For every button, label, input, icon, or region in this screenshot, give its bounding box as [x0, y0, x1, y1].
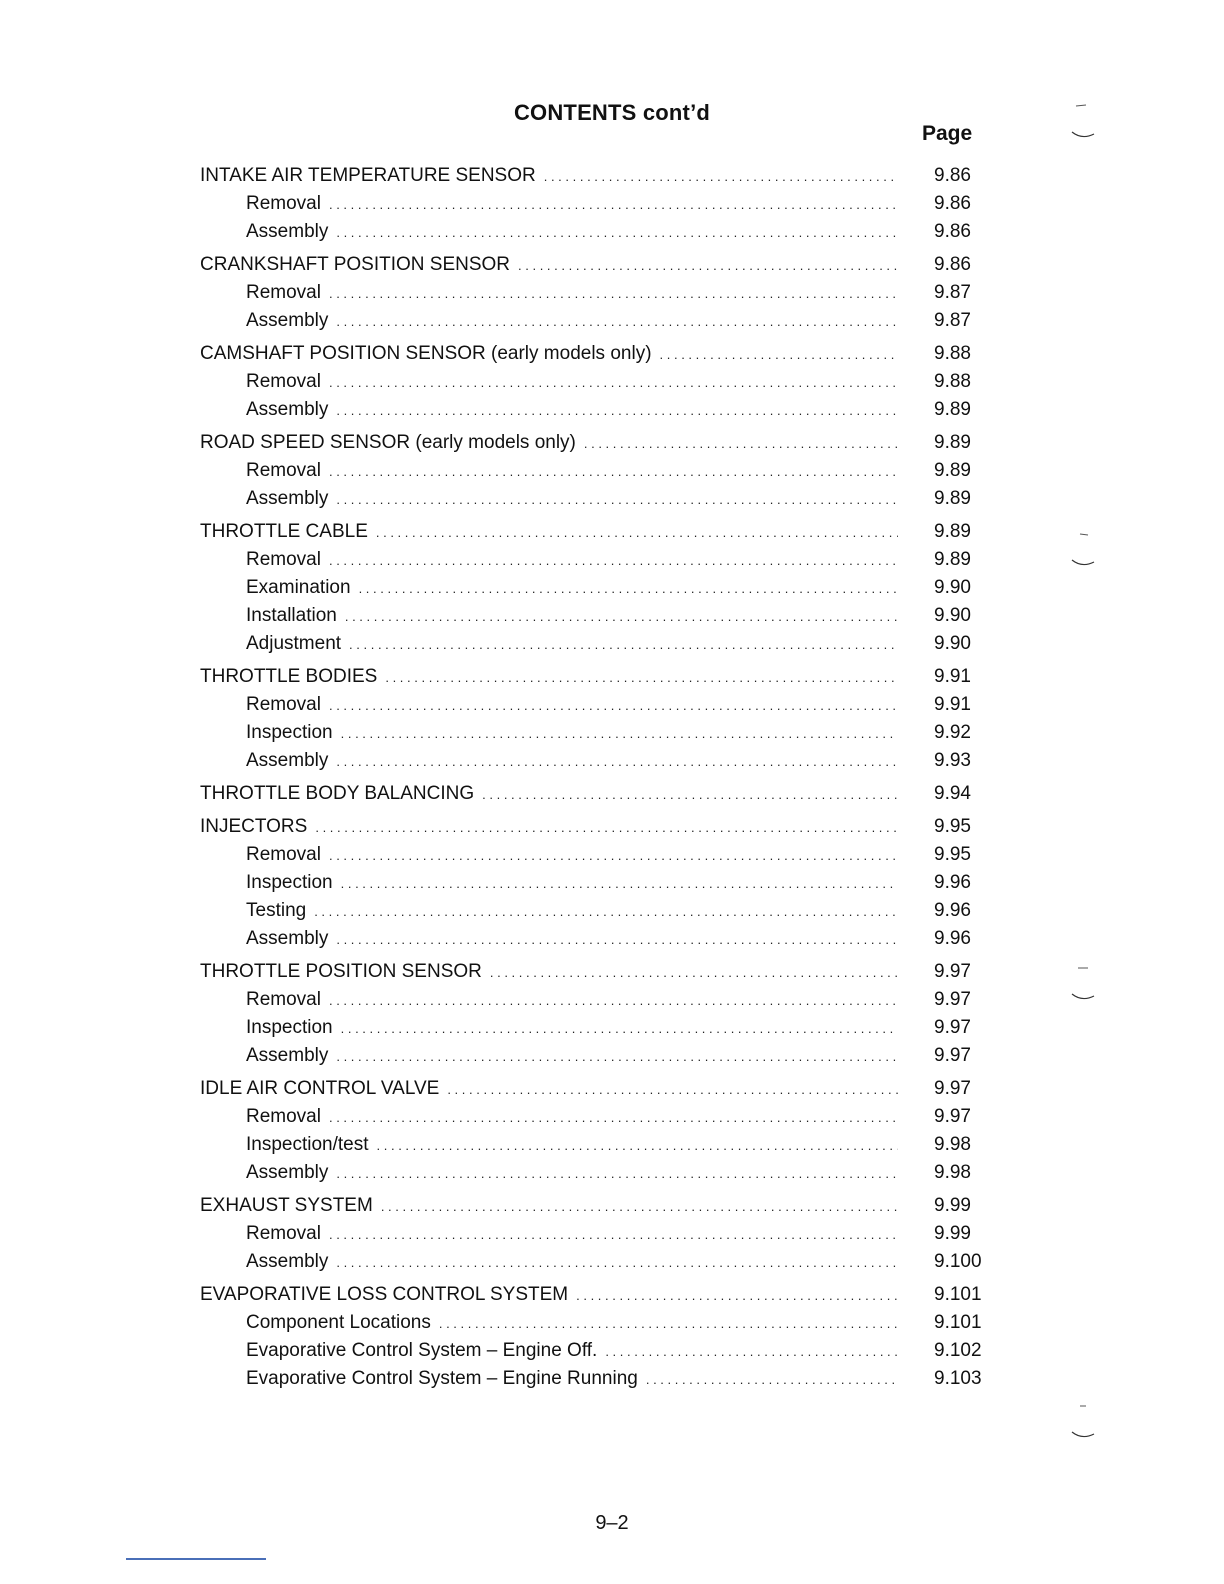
dot-leader	[447, 1076, 898, 1104]
toc-page-number: 9.91	[934, 694, 971, 715]
toc-section-heading	[200, 780, 990, 808]
toc-section	[200, 1192, 990, 1276]
dot-leader	[329, 692, 898, 720]
dot-leader	[329, 842, 898, 870]
toc-entry-label: Testing	[246, 900, 307, 921]
toc-page-number: 9.101	[934, 1284, 982, 1305]
toc-page-number: 9.87	[934, 282, 971, 303]
dot-leader	[329, 458, 898, 486]
toc-subentry	[200, 841, 990, 869]
dot-leader	[544, 163, 898, 191]
dot-leader	[482, 781, 898, 809]
toc-entry-label: Assembly	[246, 488, 329, 509]
binder-hole-mark	[1068, 962, 1096, 1002]
toc-page-number: 9.88	[934, 343, 971, 364]
toc-section	[200, 340, 990, 424]
dot-leader	[359, 575, 898, 603]
binder-hole-mark	[1068, 1400, 1096, 1440]
toc-entry-label: Evaporative Control System – Engine Off.	[246, 1340, 598, 1361]
toc-subentry	[200, 925, 990, 953]
toc-page-number: 9.96	[934, 928, 971, 949]
toc-subentry	[200, 1365, 990, 1393]
toc-section-heading	[200, 1075, 990, 1103]
toc-entry-label: THROTTLE BODY BALANCING	[200, 783, 475, 804]
toc-page-number: 9.89	[934, 399, 971, 420]
toc-page-number: 9.97	[934, 989, 971, 1010]
dot-leader	[349, 631, 898, 659]
toc-entry-label: Removal	[246, 371, 321, 392]
toc-subentry	[200, 457, 990, 485]
toc-entry-label: Assembly	[246, 399, 329, 420]
toc-subentry	[200, 747, 990, 775]
toc-subentry	[200, 574, 990, 602]
toc-section	[200, 1075, 990, 1187]
dot-leader	[385, 664, 898, 692]
dot-leader	[336, 219, 898, 247]
dot-leader	[646, 1366, 898, 1394]
toc-subentry	[200, 190, 990, 218]
toc-entry-label: Removal	[246, 193, 321, 214]
toc-entry-label: CRANKSHAFT POSITION SENSOR	[200, 254, 511, 275]
toc-entry-label: Examination	[246, 577, 351, 598]
toc-subentry	[200, 602, 990, 630]
toc-section-heading	[200, 429, 990, 457]
toc-page-number: 9.101	[934, 1312, 982, 1333]
toc-page-number: 9.89	[934, 488, 971, 509]
binder-hole-mark	[1068, 100, 1096, 140]
dot-leader	[329, 1221, 898, 1249]
toc-section-heading	[200, 162, 990, 190]
toc-entry-label: Inspection	[246, 872, 333, 893]
toc-page-number: 9.92	[934, 722, 971, 743]
toc-page-number: 9.100	[934, 1251, 982, 1272]
dot-leader	[341, 1015, 898, 1043]
toc-entry-label: THROTTLE CABLE	[200, 521, 368, 542]
dot-leader	[376, 519, 898, 547]
toc-entry-label: CAMSHAFT POSITION SENSOR (early models only)	[200, 343, 652, 364]
toc-page-number: 9.91	[934, 666, 971, 687]
toc-section-heading	[200, 1281, 990, 1309]
toc-entry-label: Removal	[246, 844, 321, 865]
toc-page-number: 9.86	[934, 193, 971, 214]
toc-subentry	[200, 1337, 990, 1365]
dot-leader	[315, 814, 898, 842]
toc-page-number: 9.88	[934, 371, 971, 392]
dot-leader	[336, 1249, 898, 1277]
dot-leader	[490, 959, 898, 987]
page-title: CONTENTS cont’d	[513, 100, 711, 125]
dot-leader	[329, 987, 898, 1015]
toc-subentry	[200, 1103, 990, 1131]
dot-leader	[518, 252, 898, 280]
dot-leader	[584, 430, 898, 458]
dot-leader	[336, 926, 898, 954]
toc-page-number: 9.87	[934, 310, 971, 331]
toc-section	[200, 958, 990, 1070]
dot-leader	[341, 870, 898, 898]
toc-page-number: 9.90	[934, 633, 971, 654]
toc-section	[200, 429, 990, 513]
toc-subentry	[200, 485, 990, 513]
toc-entry-label: Inspection	[246, 1017, 333, 1038]
toc-page-number: 9.97	[934, 961, 971, 982]
dot-leader	[377, 1132, 898, 1160]
toc-entry-label: INTAKE AIR TEMPERATURE SENSOR	[200, 165, 536, 186]
toc-entry-label: Assembly	[246, 310, 329, 331]
toc-entry-label: THROTTLE BODIES	[200, 666, 378, 687]
dot-leader	[381, 1193, 898, 1221]
binder-hole-mark	[1068, 528, 1096, 568]
toc-section-heading	[200, 340, 990, 368]
toc-subentry	[200, 218, 990, 246]
toc-page-number: 9.98	[934, 1134, 971, 1155]
toc-page-number: 9.97	[934, 1017, 971, 1038]
toc-entry-label: Removal	[246, 1106, 321, 1127]
toc-entry-label: Removal	[246, 989, 321, 1010]
dot-leader	[336, 748, 898, 776]
toc-entry-label: THROTTLE POSITION SENSOR	[200, 961, 482, 982]
toc-entry-label: INJECTORS	[200, 816, 308, 837]
toc-section	[200, 1281, 990, 1393]
toc-section-heading	[200, 1192, 990, 1220]
toc-subentry	[200, 1042, 990, 1070]
dot-leader	[345, 603, 898, 631]
toc-section	[200, 251, 990, 335]
toc-entry-label: EXHAUST SYSTEM	[200, 1195, 373, 1216]
toc-subentry	[200, 986, 990, 1014]
toc-subentry	[200, 279, 990, 307]
toc-subentry	[200, 368, 990, 396]
toc-entry-label: Removal	[246, 549, 321, 570]
toc-page-number: 9.95	[934, 844, 971, 865]
toc-section	[200, 663, 990, 775]
toc-subentry	[200, 897, 990, 925]
toc-section	[200, 780, 990, 808]
toc-subentry	[200, 1220, 990, 1248]
toc-subentry	[200, 719, 990, 747]
dot-leader	[660, 341, 898, 369]
dot-leader	[341, 720, 898, 748]
dot-leader	[336, 1043, 898, 1071]
toc-page-number: 9.90	[934, 577, 971, 598]
toc-page-number: 9.98	[934, 1162, 971, 1183]
toc-entry-label: Inspection	[246, 722, 333, 743]
page-number: 9–2	[595, 1512, 629, 1534]
toc-page-number: 9.99	[934, 1223, 971, 1244]
dot-leader	[576, 1282, 898, 1310]
toc-subentry	[200, 1131, 990, 1159]
toc-page-number: 9.99	[934, 1195, 971, 1216]
toc-section-heading	[200, 518, 990, 546]
toc-page-number: 9.97	[934, 1045, 971, 1066]
toc-page-number: 9.96	[934, 900, 971, 921]
toc-section-heading	[200, 251, 990, 279]
toc-page-number: 9.97	[934, 1106, 971, 1127]
toc-page-number: 9.103	[934, 1368, 982, 1389]
toc-page-number: 9.89	[934, 460, 971, 481]
toc-entry-label: ROAD SPEED SENSOR (early models only)	[200, 432, 576, 453]
toc-entry-label: Component Locations	[246, 1312, 431, 1333]
toc-page-number: 9.86	[934, 165, 971, 186]
toc-subentry	[200, 1248, 990, 1276]
toc-entry-label: Removal	[246, 1223, 321, 1244]
bottom-rule	[126, 1558, 266, 1560]
toc-page-number: 9.95	[934, 816, 971, 837]
toc-subentry	[200, 630, 990, 658]
toc-page-number: 9.93	[934, 750, 971, 771]
toc-entry-label: Assembly	[246, 928, 329, 949]
toc-subentry	[200, 396, 990, 424]
toc-entry-label: Removal	[246, 282, 321, 303]
toc-page-number: 9.90	[934, 605, 971, 626]
toc-section-heading	[200, 813, 990, 841]
toc-section	[200, 813, 990, 953]
toc-subentry	[200, 1159, 990, 1187]
dot-leader	[329, 1104, 898, 1132]
dot-leader	[605, 1338, 898, 1366]
toc-page-number: 9.89	[934, 521, 971, 542]
toc-entry-label: Adjustment	[246, 633, 342, 654]
toc-section	[200, 518, 990, 658]
dot-leader	[329, 369, 898, 397]
toc-subentry	[200, 1309, 990, 1337]
page-column-heading: Page	[922, 122, 973, 145]
toc-entry-label: Installation	[246, 605, 337, 626]
dot-leader	[314, 898, 898, 926]
toc-entry-label: EVAPORATIVE LOSS CONTROL SYSTEM	[200, 1284, 569, 1305]
dot-leader	[329, 280, 898, 308]
dot-leader	[336, 486, 898, 514]
toc-subentry	[200, 691, 990, 719]
toc-entry-label: Assembly	[246, 1045, 329, 1066]
dot-leader	[336, 397, 898, 425]
dot-leader	[439, 1310, 898, 1338]
dot-leader	[329, 547, 898, 575]
dot-leader	[336, 308, 898, 336]
table-of-contents	[200, 162, 990, 1398]
toc-entry-label: Removal	[246, 694, 321, 715]
toc-subentry	[200, 307, 990, 335]
toc-entry-label: IDLE AIR CONTROL VALVE	[200, 1078, 440, 1099]
toc-section	[200, 162, 990, 246]
toc-page-number: 9.89	[934, 549, 971, 570]
toc-subentry	[200, 1014, 990, 1042]
toc-subentry	[200, 869, 990, 897]
toc-page-number: 9.94	[934, 783, 971, 804]
toc-page-number: 9.86	[934, 221, 971, 242]
dot-leader	[336, 1160, 898, 1188]
toc-section-heading	[200, 958, 990, 986]
toc-entry-label: Assembly	[246, 750, 329, 771]
toc-page-number: 9.102	[934, 1340, 982, 1361]
toc-page-number: 9.89	[934, 432, 971, 453]
toc-entry-label: Removal	[246, 460, 321, 481]
toc-entry-label: Assembly	[246, 1162, 329, 1183]
toc-entry-label: Assembly	[246, 221, 329, 242]
toc-page-number: 9.86	[934, 254, 971, 275]
toc-entry-label: Inspection/test	[246, 1134, 369, 1155]
toc-section-heading	[200, 663, 990, 691]
toc-subentry	[200, 546, 990, 574]
toc-page-number: 9.96	[934, 872, 971, 893]
toc-entry-label: Evaporative Control System – Engine Running	[246, 1368, 638, 1389]
dot-leader	[329, 191, 898, 219]
toc-page-number: 9.97	[934, 1078, 971, 1099]
toc-entry-label: Assembly	[246, 1251, 329, 1272]
